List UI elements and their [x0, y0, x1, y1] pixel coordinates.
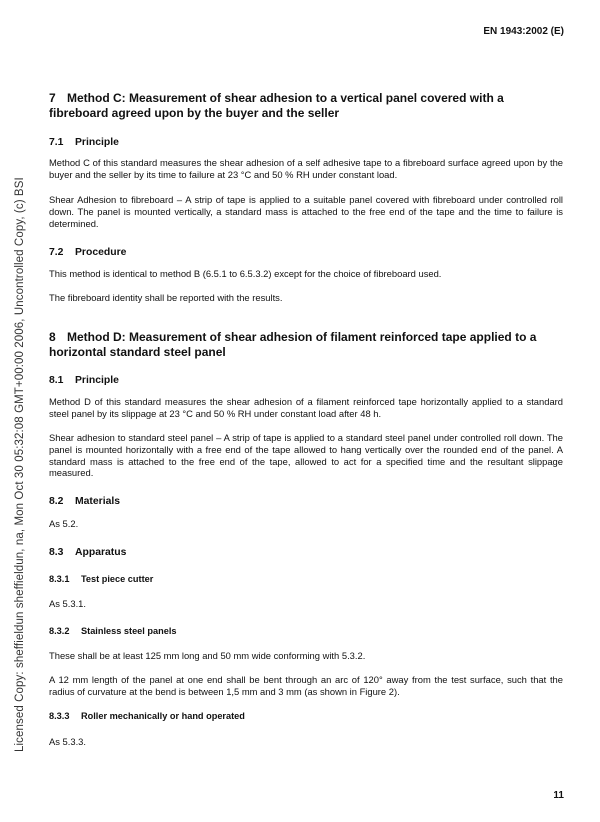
section-8-3-1-heading — [49, 573, 563, 585]
section-number: 8.3.1 — [49, 574, 70, 584]
section-number: 7.1 — [49, 137, 64, 148]
paragraph: Method D of this standard measures the shear adhesion of a filament reinforced tape horizontally applied to a standard steel panel by its slippage at 23 °C and 50 % RH under constant load after 48 h. — [49, 396, 563, 419]
paragraph: Shear Adhesion to fibreboard – A strip of tape is applied to a suitable panel covered with fibreboard under controlled roll down. The panel is mounted vertically, a standard mass is attached to the free end of the tape and the time to failure is determined. — [49, 194, 563, 229]
section-8-heading — [49, 330, 563, 360]
section-number: 8.3.3 — [49, 711, 70, 721]
section-title: Principle — [75, 137, 119, 148]
license-watermark: Licensed Copy: sheffieldun sheffieldun, na, Mon Oct 30 05:32:08 GMT+00:00 2006, Uncontrolled Copy, (c) BSI — [14, 177, 26, 752]
section-title-line1: Method C: Measurement of shear adhesion to a vertical panel covered with a — [67, 91, 504, 105]
section-number: 7.2 — [49, 247, 64, 258]
paragraph: As 5.3.1. — [49, 598, 87, 609]
section-title: Test piece cutter — [81, 574, 154, 584]
section-title: Roller mechanically or hand operated — [81, 711, 245, 721]
section-8-3-2-heading — [49, 625, 563, 637]
page-number: 11 — [553, 790, 564, 801]
paragraph: These shall be at least 125 mm long and 50 mm wide conforming with 5.3.2. — [49, 650, 366, 661]
paragraph: The fibreboard identity shall be reported with the results. — [49, 292, 283, 303]
paragraph: Method C of this standard measures the shear adhesion of a self adhesive tape to a fibreboard surface agreed upon by the buyer and the seller by its time to failure at 23 °C and 50 % RH under constant load. — [49, 157, 563, 180]
section-number: 8.2 — [49, 496, 64, 507]
section-title-line1: Method D: Measurement of shear adhesion of filament reinforced tape applied to a — [67, 330, 537, 344]
section-number: 8.3.2 — [49, 626, 70, 636]
section-8-2-heading — [49, 495, 563, 508]
paragraph: This method is identical to method B (6.5.1 to 6.5.3.2) except for the choice of fibreboard used. — [49, 268, 442, 279]
section-7-2-heading — [49, 246, 563, 259]
section-7-heading — [49, 91, 563, 121]
section-title: Materials — [75, 496, 121, 507]
section-title-line2: fibreboard agreed upon by the buyer and the seller — [49, 106, 340, 120]
paragraph: As 5.2. — [49, 518, 79, 529]
section-8-1-heading — [49, 374, 563, 387]
section-number: 8.1 — [49, 375, 64, 386]
section-title-line2: horizontal standard steel panel — [49, 345, 226, 359]
section-title: Procedure — [75, 247, 127, 258]
section-title: Apparatus — [75, 547, 127, 558]
section-7-1-heading — [49, 136, 563, 149]
section-title: Principle — [75, 375, 119, 386]
section-8-3-heading — [49, 546, 563, 559]
paragraph: A 12 mm length of the panel at one end shall be bent through an arc of 120° away from the test surface, such that the radius of curvature at the bend is between 1,5 mm and 3 mm (as shown in Figure 2). — [49, 674, 563, 697]
section-number: 7 — [49, 91, 56, 105]
section-number: 8.3 — [49, 547, 64, 558]
section-8-3-3-heading — [49, 710, 563, 722]
paragraph: As 5.3.3. — [49, 736, 87, 747]
section-number: 8 — [49, 330, 56, 344]
document-id: EN 1943:2002 (E) — [483, 26, 564, 37]
section-title: Stainless steel panels — [81, 626, 177, 636]
paragraph: Shear adhesion to standard steel panel – A strip of tape is applied to a standard steel panel under controlled roll down. The panel is mounted horizontally with a free end of the tape allowed to hang vertically over the rounded end of the panel. A standard mass is attached to the free end of the tape, allowed to act for a specified time and the resultant slippage measured. — [49, 432, 563, 479]
